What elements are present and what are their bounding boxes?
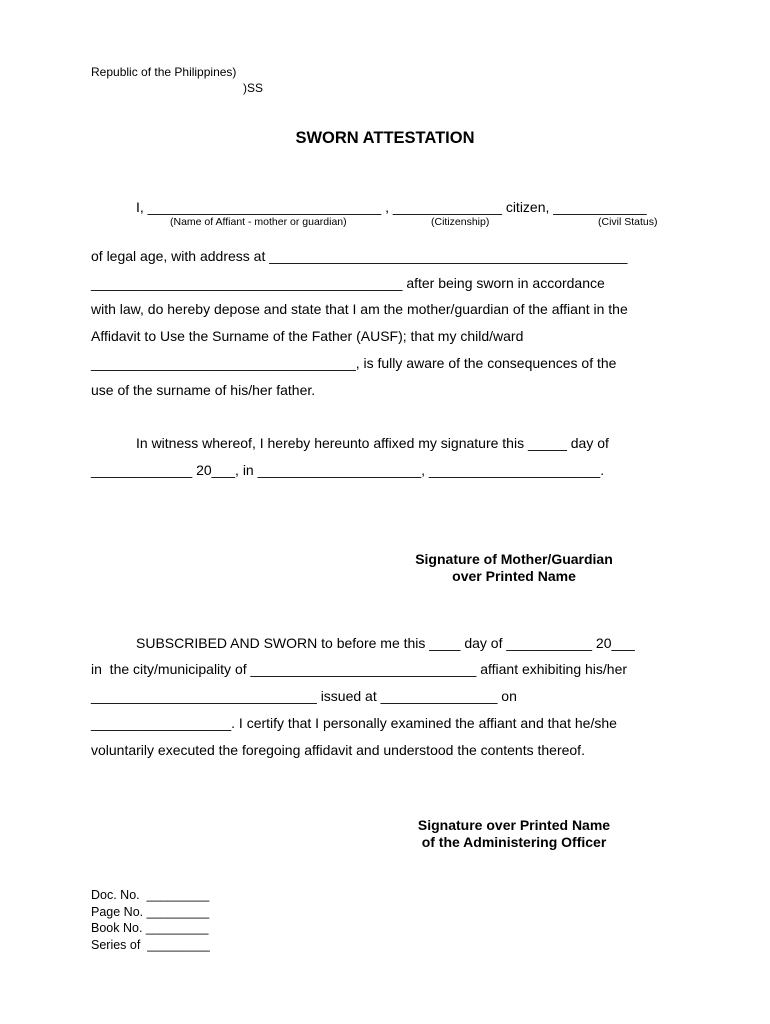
affiant-line-7: use of the surname of his/her father. [91,382,316,398]
affiant-line-2: of legal age, with address at ______________________________________________ [91,248,628,264]
document-title: SWORN ATTESTATION [295,129,475,147]
footer-series-of: Series of _________ [91,937,210,952]
header-republic: Republic of the Philippines) [91,65,237,79]
footer-page-no: Page No. _________ [91,904,210,919]
signature-mother-label: Signature of Mother/Guardian [415,551,613,567]
footer-book-no: Book No. _________ [91,921,209,935]
caption-affiant-name: (Name of Affiant - mother or guardian) [170,216,347,228]
affiant-line-5: Affidavit to Use the Surname of the Father (AUSF); that my child/ward [91,328,524,344]
affiant-line-6: __________________________________, is fully aware of the consequences of the [91,355,617,371]
affiant-line-1: I, ______________________________ , ______________ citizen, ____________ [136,199,647,215]
caption-citizenship: (Citizenship) [431,216,490,228]
subscribed-line-3: _____________________________ issued at _______________ on [91,688,517,704]
witness-line-2: _____________ 20___, in _____________________, ______________________. [91,462,605,478]
signature-officer-label: Signature over Printed Name [417,817,611,833]
signature-officer-sublabel: of the Administering Officer [421,834,607,850]
subscribed-line-1: SUBSCRIBED AND SWORN to before me this ____ day of ___________ 20___ [136,635,635,651]
subscribed-line-5: voluntarily executed the foregoing affidavit and understood the contents thereof. [91,742,585,758]
affiant-line-4: with law, do hereby depose and state that I am the mother/guardian of the affiant in the [91,301,628,317]
caption-civil-status: (Civil Status) [598,216,658,228]
subscribed-line-2: in the city/municipality of _____________________________ affiant exhibiting his/her [91,661,628,677]
witness-line-1: In witness whereof, I hereby hereunto affixed my signature this _____ day of [136,435,609,451]
signature-mother-sublabel: over Printed Name [452,568,576,584]
header-ss: )SS [243,81,264,95]
footer-doc-no: Doc. No. _________ [91,888,210,902]
affiant-line-3: ________________________________________ after being sworn in accordance [91,275,605,291]
subscribed-line-4: __________________. I certify that I personally examined the affiant and that he/she [91,715,617,731]
